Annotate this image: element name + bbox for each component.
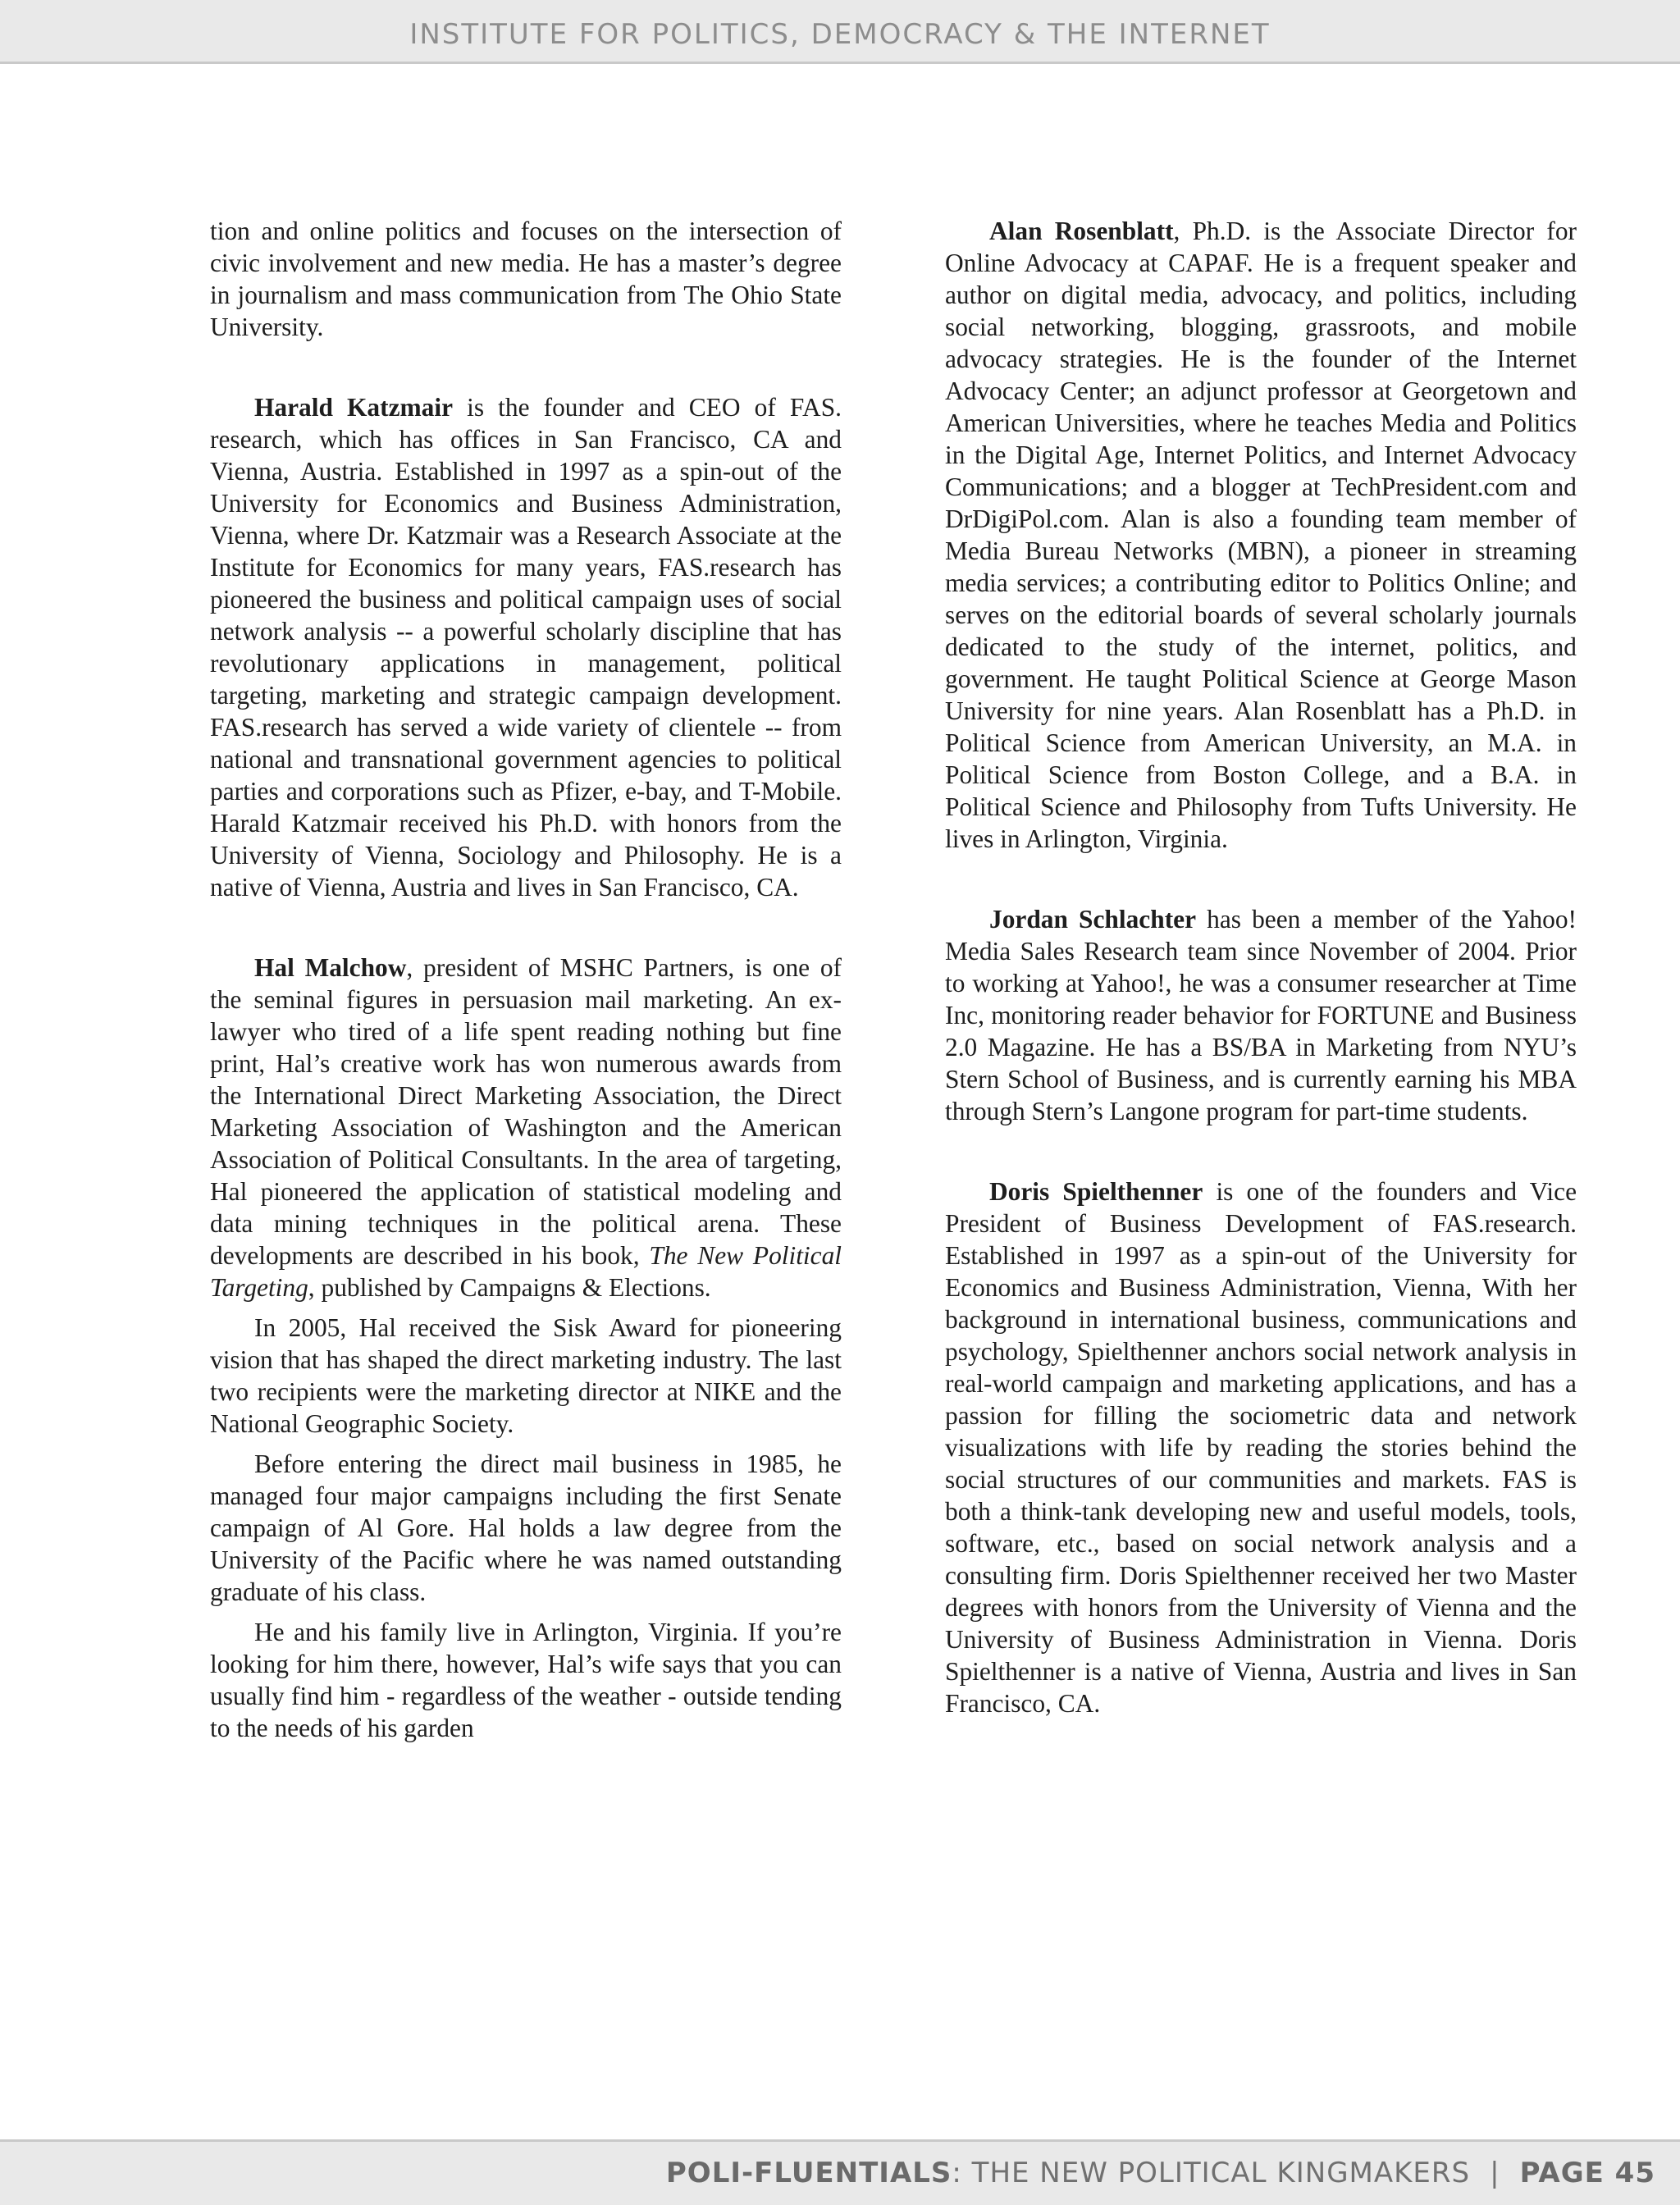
- bio-malchow: [210, 952, 842, 1303]
- bio-text: , president of MSHC Partners, is one of the seminal figures in persuasion mail marketing. An ex-lawyer who tired of a life spent reading nothing but fine print, Hal’s creative work has won numerous awards from the International Direct Marketing Association, the Direct Marketing Association of Washington and the American Association of Political Consultants. In the area of targeting, Hal pioneered the application of statistical modeling and data mining techniques in the political arena. These developments are described in his book,: [210, 953, 842, 1270]
- bio-text: is the founder and CEO of FAS. research, which has offices in San Francisco, CA and Vienna, Austria. Established in 1997 as a spin-out of the University for Economics and Business Administration, Vienna, where Dr. Katzmair was a Research Associate at the Institute for Economics for many years, FAS.research has pioneered the business and political campaign uses of social network analysis -- a powerful scholarly discipline that has revolutionary applications in management, political targeting, marketing and strategic campaign development. FAS.research has served a wide variety of clientele -- from national and transnational government agencies to political parties and corporations such as Pfizer, e-bay, and T-Mobile. Harald Katzmair received his Ph.D. with honors from the University of Vienna, Sociology and Philosophy. He is a native of Vienna, Austria and lives in San Francisco, CA.: [210, 393, 842, 902]
- running-footer: [0, 2139, 1680, 2205]
- publication-subtitle: : THE NEW POLITICAL KINGMAKERS: [952, 2157, 1471, 2189]
- footer-text: [666, 2157, 1655, 2189]
- bio-paragraph: He and his family live in Arlington, Virginia. If you’re looking for him there, however, Hal’s wife says that you can usually find him - regardless of the weather - outside tending to the needs of his garden: [210, 1618, 842, 1742]
- book-title: The New Political Targeting: [210, 1241, 842, 1302]
- bio-text: is one of the founders and Vice President of Business Development of FAS.research. Established in 1997 as a spin-out of the University for Economics and Business Administration, Vienna, With her background in international business, communications and psychology, Spielthenner anchors social network analysis in real-world campaign and marketing applications, and has a passion for filling the sociometric data and network visualizations with life by reading the stories behind the social structures of our communities and markets. FAS is both a think-tank developing new and useful models, tools, software, etc., based on social network analysis and a consulting firm. Doris Spielthenner received her two Master degrees with honors from the University of Vienna and the University of Business Administration in Vienna. Doris Spielthenner is a native of Vienna, Austria and lives in San Francisco, CA.: [945, 1177, 1577, 1718]
- header-title: INSTITUTE FOR POLITICS, DEMOCRACY & THE INTERNET: [409, 18, 1271, 51]
- bio-schlachter: [945, 903, 1577, 1127]
- running-header: [0, 0, 1680, 64]
- bio-spielthenner: [945, 1176, 1577, 1719]
- bio-text: has been a member of the Yahoo! Media Sales Research team since November of 2004. Prior to working at Yahoo!, he was a consumer researcher at Time Inc, monitoring reader behavior for FORTUNE and Business 2.0 Magazine. He has a BS/BA in Marketing from NYU’s Stern School of Business, and is currently earning his MBA through Stern’s Langone program for part-time students.: [945, 905, 1577, 1125]
- footer-separator: |: [1490, 2157, 1500, 2189]
- bio-text: , Ph.D. is the Associate Director for Online Advocacy at CAPAF. He is a frequent speaker and author on digital media, advocacy, and politics, including social networking, blogging, grassroots, and mobile advocacy strategies. He is the founder of the Internet Advocacy Center; an adjunct professor at Georgetown and American Universities, where he teaches Media and Politics in the Digital Age, Internet Politics, and Internet Advocacy Communications; and a blogger at TechPresident.com and DrDigiPol.com. Alan is also a founding team member of Media Bureau Networks (MBN), a pioneer in streaming media services; a contributing editor to Politics Online; and serves on the editorial boards of several scholarly journals dedicated to the study of the internet, politics, and government. He taught Political Science at George Mason University for nine years. Alan Rosenblatt has a Ph.D. in Political Science from American University, an M.A. in Political Science from Boston College, and a B.A. in Political Science and Philosophy from Tufts University. He lives in Arlington, Virginia.: [945, 217, 1577, 853]
- page-number: PAGE 45: [1519, 2157, 1655, 2189]
- bio-name: Harald Katzmair: [254, 393, 454, 422]
- bio-name: Hal Malchow: [254, 953, 407, 982]
- intro-continuation: tion and online politics and focuses on the intersection of civic involvement and new media. He has a master’s degree in journalism and mass communication from The Ohio State University.: [210, 217, 842, 341]
- bio-name: Jordan Schlachter: [989, 905, 1197, 934]
- right-column: [945, 215, 1577, 1719]
- left-column: [210, 215, 842, 1744]
- bio-text: , published by Campaigns & Elections.: [308, 1273, 711, 1302]
- bio-katzmair: [210, 391, 842, 903]
- bio-rosenblatt: [945, 215, 1577, 855]
- bio-name: Doris Spielthenner: [989, 1177, 1203, 1206]
- publication-title: POLI-FLUENTIALS: [665, 2157, 952, 2189]
- bio-name: Alan Rosenblatt: [989, 217, 1174, 245]
- bio-paragraph: In 2005, Hal received the Sisk Award for pioneering vision that has shaped the direct marketing industry. The last two recipients were the marketing director at NIKE and the National Geographic Society.: [210, 1313, 842, 1438]
- bio-paragraph: Before entering the direct mail business in 1985, he managed four major campaigns including the first Senate campaign of Al Gore. Hal holds a law degree from the University of the Pacific where he was named outstanding graduate of his class.: [210, 1449, 842, 1606]
